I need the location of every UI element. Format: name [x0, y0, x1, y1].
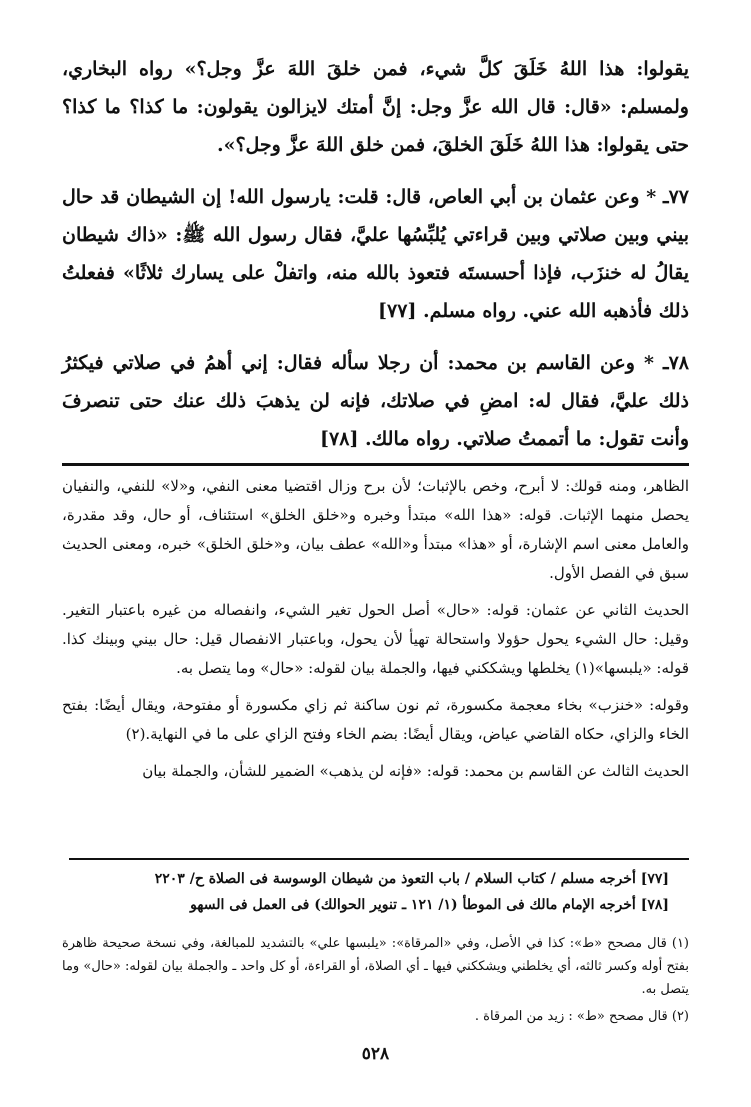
hadith-77: ٧٧ـ * وعن عثمان بن أبي العاص، قال: قلت: يارسول الله! إن الشيطان قد حال بيني وبين صلاتي وبين قراءتي يُلبِّسُها عليَّ، فقال رسول الله ﷺ: «ذاك شيطان يقالُ له خنزَب، فإذا أحسستَه فتعوذ بالله منه، واتفلْ على يسارك ثلاثًا» ففعلتُ ذلك فأذهبه الله عني. رواه مسلم. [٧٧]	[62, 186, 689, 322]
footnotes-section	[62, 932, 689, 1032]
commentary-section	[62, 472, 689, 794]
hadith-text	[62, 50, 689, 472]
commentary-paragraph-2: الحديث الثاني عن عثمان: قوله: «حال» أصل الحول تغير الشيء، وانفصاله من غيره باعتبار التغير. وقيل: حال الشيء يحول حؤولا واستحالة تهيأ لأن يحول، وباعتبار الانفصال قيل: حال بيني وبينك كذا. قوله: «يلبسها»(١) يخلطها ويشككني فيها، والجملة بيان لقوله: «حال» وما يتصل به.	[62, 601, 689, 677]
footnote-1: (١) قال مصحح «ط»: كذا في الأصل، وفي «المرقاة»: «يلبسها علي» بالتشديد للمبالغة، وفي نسخة صحيحة ظاهرة بفتح أوله وكسر ثالثه، أي يخلطني ويشككني فيها ـ أي الصلاة، أو القراءة، أو كل واحد ـ والجملة بيان لقوله: «حال» وما يتصل به.	[62, 936, 689, 997]
reference-78: [٧٨] أخرجه الإمام مالك فى الموطأ (١/ ١٢١ ـ تنوير الحوالك) فى العمل فى السهو	[190, 897, 669, 913]
hadith-paragraph-1: يقولوا: هذا اللهُ خَلَقَ كلَّ شيء، فمن خلقَ اللهَ عزَّ وجل؟» رواه البخاري، ولمسلم: «قال: قال الله عزَّ وجل: إنَّ أمتك لايزالون يقولون: ما كذا؟ ما كذا؟ حتى يقولوا: هذا اللهُ خَلَقَ الخلقَ، فمن خلق اللهَ عزَّ وجل؟».	[62, 58, 689, 156]
commentary-paragraph-1: الظاهر، ومنه قولك: لا أبرح، وخص بالإثبات؛ لأن برح وزال اقتضيا معنى النفي، و«لا» للنفي، والنفيان يحصل منهما الإثبات. قوله: «هذا الله» مبتدأ وخبره و«خلق الخلق» استئناف، أو حال، وقد مقدرة، والعامل معنى اسم الإشارة، أو «هذا» مبتدأ و«الله» عطف بيان، و«خلق الخلق» خبره، ومعنى الحديث سبق في الفصل الأول.	[62, 477, 689, 582]
commentary-paragraph-4: الحديث الثالث عن القاسم بن محمد: قوله: «فإنه لن يذهب» الضمير للشأن، والجملة بيان	[142, 762, 689, 780]
page-number: ٥٢٨	[361, 1044, 390, 1064]
reference-77: [٧٧] أخرجه مسلم / كتاب السلام / باب التعوذ من شيطان الوسوسة فى الصلاة ح/ ٢٢٠٣	[154, 871, 669, 887]
commentary-paragraph-3: وقوله: «خنزب» بخاء معجمة مكسورة، ثم نون ساكنة ثم زاي مكسورة أو مفتوحة، ويقال أيضًا: بفتح الخاء والزاي، حكاه القاضي عياض، ويقال أيضًا: بضم الخاء وفتح الزاي على ما في النهاية.(٢)	[62, 696, 689, 743]
references-divider	[69, 858, 689, 860]
hadith-78: ٧٨ـ * وعن القاسم بن محمد: أن رجلا سأله فقال: إني أهمُ في صلاتي فيكثرُ ذلك عليَّ، فقال له: امضِ في صلاتك، فإنه لن يذهبَ ذلك عنك حتى تنصرفَ وأنت تقول: ما أتممتُ صلاتي. رواه مالك. [٧٨]	[62, 352, 689, 450]
references-section	[70, 866, 669, 918]
footnote-2: (٢) قال مصحح «ط» : زيد من المرقاة .	[474, 1009, 689, 1024]
main-divider	[62, 463, 689, 466]
